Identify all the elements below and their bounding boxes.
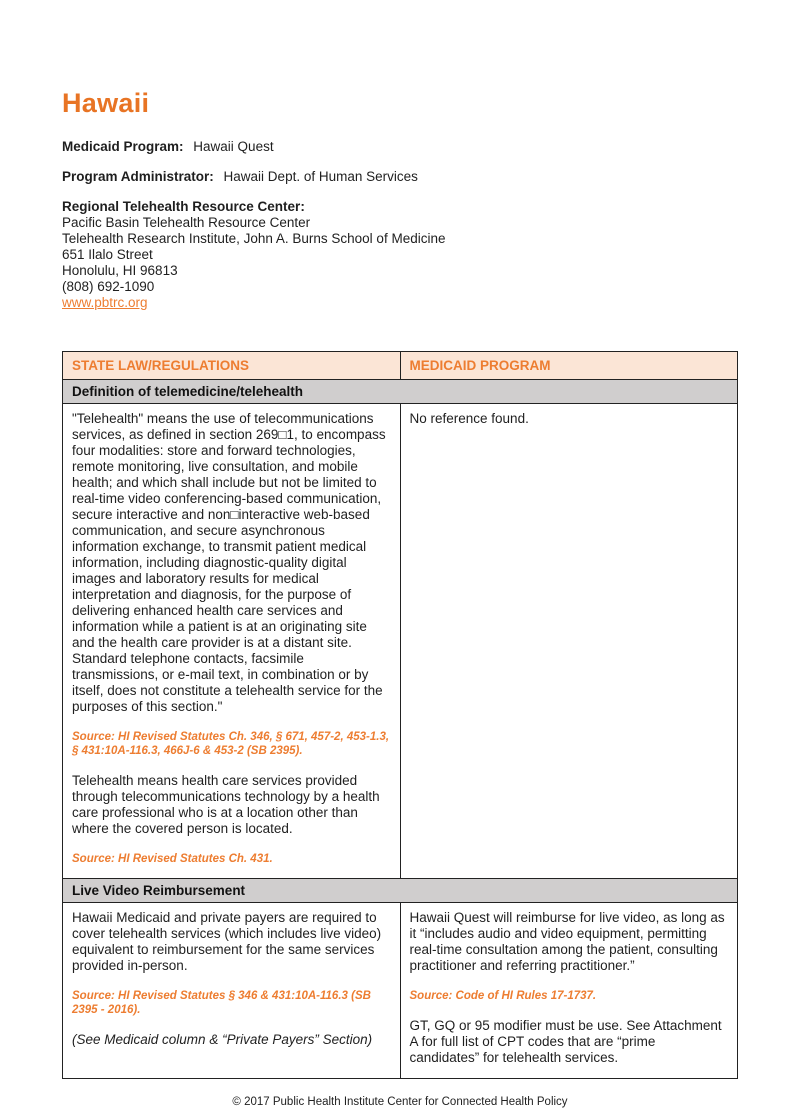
resource-center-city: Honolulu, HI 96813 [62,263,178,278]
medicaid-program-line [62,139,738,155]
resource-center-street: 651 Ilalo Street [62,247,153,262]
section-title-live-video: Live Video Reimbursement [63,879,738,903]
live-video-state-law-cell [63,903,401,1079]
section-band-row [63,879,738,903]
resource-center-block [62,199,738,311]
live-video-cross-reference-note: (See Medicaid column & “Private Payers” Section) [72,1032,373,1047]
live-video-medicaid-cell [400,903,738,1079]
section-band-row [63,380,738,404]
live-video-source-citation: Source: HI Revised Statutes § 346 & 431:10A-116.3 (SB 2395 - 2016). [72,990,371,1016]
medicaid-program-value: Hawaii Quest [193,139,274,154]
live-video-medicaid-text: Hawaii Quest will reimburse for live video, as long as it “includes audio and video equipment, permitting real-time consultation among the patient, consulting practitioner and referring practitioner.” [409,910,725,973]
definition-source-citation: Source: HI Revised Statutes Ch. 346, § 671, 457-2, 453-1.3, § 431:10A-116.3, 466J-6 & 453-2 (SB 2395). [72,731,390,757]
page-title: Hawaii [62,88,150,118]
section-title-definition: Definition of telemedicine/telehealth [63,380,738,404]
state-law-medicaid-table [62,351,738,1079]
definition-medicaid-cell [400,404,738,879]
resource-center-phone: (808) 692-1090 [62,279,155,294]
program-administrator-line [62,169,738,185]
table-row [63,903,738,1079]
column-header-state-law: STATE LAW/REGULATIONS [63,352,401,380]
copyright-footer: © 2017 Public Health Institute Center for Connected Health Policy [232,1096,568,1108]
table-row [63,404,738,879]
table-header-row [63,352,738,380]
definition-medicaid-text: No reference found. [409,411,529,426]
medicaid-program-label: Medicaid Program: [62,139,184,154]
column-header-medicaid-program: MEDICAID PROGRAM [400,352,738,380]
program-administrator-value: Hawaii Dept. of Human Services [223,169,418,184]
resource-center-institute: Telehealth Research Institute, John A. Burns School of Medicine [62,231,446,246]
definition-statute-text-2: Telehealth means health care services provided through telecommunications technology by a health care professional who is at a location other than where the covered person is located. [72,773,380,836]
resource-center-website-link[interactable]: www.pbtrc.org [62,295,148,310]
definition-source-citation-2: Source: HI Revised Statutes Ch. 431. [72,853,273,865]
live-video-medicaid-source-citation: Source: Code of HI Rules 17-1737. [409,990,597,1002]
resource-center-label: Regional Telehealth Resource Center: [62,199,305,214]
program-administrator-label: Program Administrator: [62,169,214,184]
live-video-modifier-text: GT, GQ or 95 modifier must be use. See Attachment A for full list of CPT codes that are “prime candidates” for telehealth services. [409,1018,722,1065]
resource-center-name: Pacific Basin Telehealth Resource Center [62,215,311,230]
live-video-statute-text: Hawaii Medicaid and private payers are required to cover telehealth services (which includes live video) equivalent to reimbursement for the same services provided in-person. [72,910,382,973]
definition-state-law-cell [63,404,401,879]
definition-statute-text: "Telehealth" means the use of telecommunications services, as defined in section 269□1, to encompass four modalities: store and forward technologies, remote monitoring, live consultation, and mobile health; and which shall include but not be limited to real-time video conferencing-based communication, secure interactive and non□interactive web-based communication, and secure asynchronous information exchange, to transmit patient medical information, including diagnostic-quality digital images and laboratory results for medical interpretation and diagnosis, for the purpose of delivering enhanced health care services and information while a patient is at an originating site and the health care provider is at a distant site. Standard telephone contacts, facsimile transmissions, or e-mail text, in combination or by itself, does not constitute a telehealth service for the purposes of this section." [72,411,386,714]
